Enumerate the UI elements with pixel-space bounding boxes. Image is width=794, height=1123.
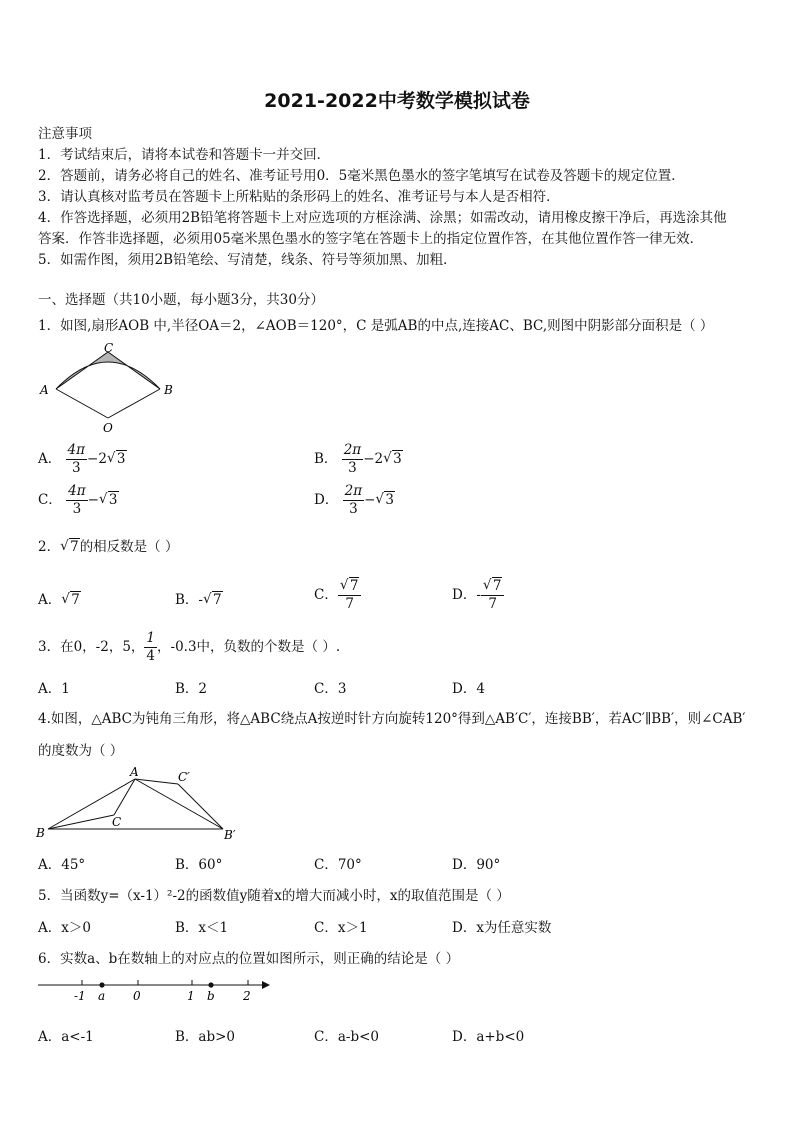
q4-option-a[interactable]: A．45° <box>38 857 86 873</box>
label-c: C <box>104 341 114 355</box>
notice-item: 2．答题前，请务必将自己的姓名、准考证号用0．5毫米黑色墨水的签字笔填写在试卷及答题卡的规定位置． <box>38 168 685 184</box>
question-4-stem-line1: 4.如图，△ABC为钝角三角形，将△ABC绕点A按逆时针方向旋转120°得到△AB′C′，连接BB′，若AC′∥BB′，则∠CAB′ <box>38 711 746 727</box>
number-line-figure <box>34 972 274 1006</box>
tick-label: -1 <box>74 989 86 1003</box>
point-a-label: a <box>98 989 106 1003</box>
point-b <box>208 982 213 987</box>
q4-option-b[interactable]: B．60° <box>175 857 223 873</box>
q6-option-a[interactable]: A．a<-1 <box>38 1029 94 1045</box>
point-a <box>99 982 104 987</box>
notice-item: 5．如需作图，须用2B铅笔绘、写清楚，线条、符号等须加黑、加粗． <box>38 252 457 268</box>
triangle-figure <box>34 762 244 842</box>
notice-item: 1．考试结束后，请将本试卷和答题卡一并交回． <box>38 147 331 163</box>
q3-option-c[interactable]: C．3 <box>314 681 347 697</box>
question-5-stem: 5．当函数y=（x-1）²-2的函数值y随着x的增大而减小时，x的取值范围是（ ） <box>38 888 510 904</box>
point-b-label: b <box>207 989 215 1003</box>
q5-option-c[interactable]: C．x＞1 <box>314 920 368 936</box>
q3-option-b[interactable]: B．2 <box>175 681 208 697</box>
notice-item: 4．作答选择题，必须用2B铅笔将答题卡上对应选项的方框涂满、涂黑；如需改动，请用橡皮擦干净后，再选涂其他 <box>38 210 727 226</box>
notice-item: 3．请认真核对监考员在答题卡上所粘贴的条形码上的姓名、准考证号与本人是否相符． <box>38 189 560 205</box>
q5-option-d[interactable]: D．x为任意实数 <box>452 920 552 936</box>
notice-heading: 注意事项 <box>38 126 92 142</box>
label-c: C <box>112 815 122 829</box>
question-4-stem-line2: 的度数为（ ） <box>38 743 124 759</box>
q5-option-b[interactable]: B．x＜1 <box>175 920 229 936</box>
q6-option-c[interactable]: C．a-b<0 <box>314 1029 379 1045</box>
question-3-stem: 3．在0，-2，5， $\frac{1}{4}$ ，-0.3中，负数的个数是（ ）. <box>38 630 341 664</box>
section-heading: 一、选择题（共10小题，每小题3分，共30分） <box>38 292 324 308</box>
q3-option-d[interactable]: D．4 <box>452 681 485 697</box>
label-c-prime: C′ <box>178 770 190 784</box>
label-b: B <box>36 826 45 840</box>
q3-option-a[interactable]: A．1 <box>38 681 70 697</box>
tick-label: 0 <box>133 989 141 1003</box>
label-o: O <box>103 421 113 434</box>
q1-option-a[interactable]: A． $\frac{4\pi}{3}$ −2√ 3 <box>38 442 127 477</box>
arrow-icon <box>262 981 270 989</box>
q2-option-a[interactable]: A．√ 7 <box>38 588 81 608</box>
sector-figure <box>36 340 176 434</box>
q5-option-a[interactable]: A．x＞0 <box>38 920 91 936</box>
page-title: 2021-2022中考数学模拟试卷 <box>264 90 530 112</box>
label-a: A <box>40 383 49 397</box>
label-a: A <box>130 765 139 779</box>
q1-option-b[interactable]: B． $\frac{2\pi}{3}$ −2√ 3 <box>314 442 403 477</box>
q1-option-c[interactable]: C． $\frac{4\pi}{3}$ −√ 3 <box>38 483 119 518</box>
q4-option-d[interactable]: D．90° <box>452 857 501 873</box>
label-b: B <box>164 383 173 397</box>
q2-option-b[interactable]: B．-√ 7 <box>175 588 223 608</box>
q2-option-c[interactable]: C． √ $\frac{7}{7}$ <box>314 578 361 613</box>
q2-option-d[interactable]: D．- √ $\frac{7}{7}$ <box>452 578 504 613</box>
q1-option-d[interactable]: D． $\frac{2\pi}{3}$ −√ 3 <box>314 483 395 518</box>
q6-option-d[interactable]: D．a+b<0 <box>452 1029 525 1045</box>
tick-label: 1 <box>187 989 195 1003</box>
q6-option-b[interactable]: B．ab>0 <box>175 1029 236 1045</box>
q4-option-c[interactable]: C．70° <box>314 857 362 873</box>
notice-item: 答案．作答非选择题，必须用05毫米黑色墨水的签字笔在答题卡上的指定位置作答，在其他位置作答一律无效． <box>38 231 704 247</box>
label-b-prime: B′ <box>224 828 236 842</box>
tick-label: 2 <box>243 989 251 1003</box>
question-1-stem: 1．如图,扇形AOB 中,半径OA＝2，∠AOB＝120°，C 是弧AB的中点,连接AC、BC,则图中阴影部分面积是（ ） <box>38 318 714 334</box>
question-6-stem: 6．实数a、b在数轴上的对应点的位置如图所示，则正确的结论是（ ） <box>38 951 460 967</box>
question-2-stem: 2．√ 7的相反数是（ ） <box>38 535 178 555</box>
